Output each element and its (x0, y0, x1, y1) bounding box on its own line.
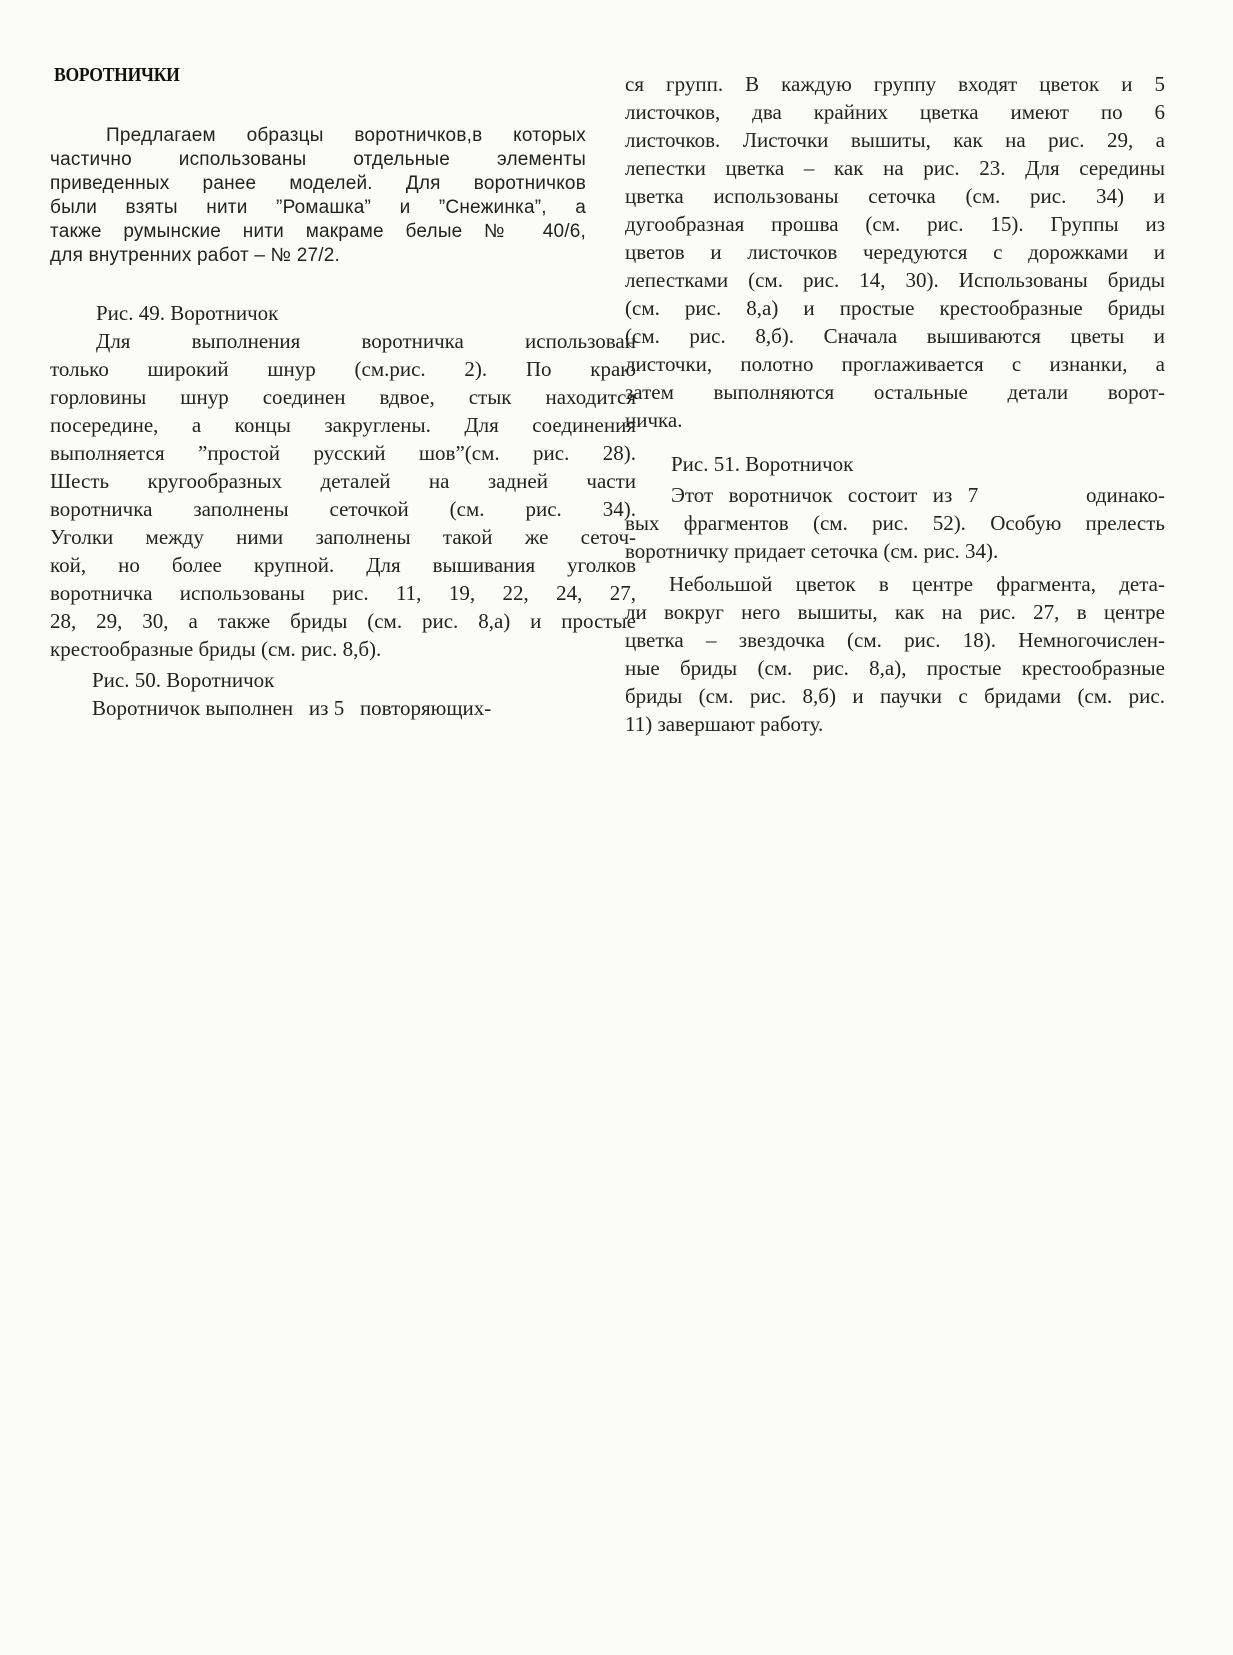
text-line: Небольшой цветок в центре фрагмента, дета- (669, 572, 1165, 596)
text-line: Этот воротничок состоит из 7 одинако- (671, 483, 1165, 507)
text-line: ся групп. В каждую группу входят цветок и 5 (625, 72, 1165, 96)
text-line: лепестки цветка – как на рис. 23. Для середины (625, 156, 1165, 180)
fig51-caption: Рис. 51. Воротничок (671, 452, 854, 476)
text-line: частично использованы отдельные элементы (50, 149, 586, 170)
page-title: ВОРОТНИЧКИ (54, 64, 180, 86)
text-line: (см. рис. 8,а) и простые крестообразные бриды (625, 296, 1165, 320)
text-line: цветка использованы сеточка (см. рис. 34) и (625, 184, 1165, 208)
text-line: цветов и листочков чередуются с дорожками и (625, 240, 1165, 264)
text-line: воротничка использованы рис. 11, 19, 22, 24, 27, (50, 581, 636, 605)
text-line: цветка – звездочка (см. рис. 18). Немногочислен- (625, 628, 1165, 652)
text-line: воротничку придает сеточка (см. рис. 34). (625, 539, 999, 563)
fig50-caption: Рис. 50. Воротничок (92, 668, 275, 692)
text-line: дугообразная прошва (см. рис. 15). Группы из (625, 212, 1165, 236)
text-line: посередине, а концы закруглены. Для соединения (50, 413, 636, 437)
text-line: 11) завершают работу. (625, 712, 824, 736)
text-line: 28, 29, 30, а также бриды (см. рис. 8,а) и простые (50, 609, 636, 633)
text-line: также румынские нити макраме белые № 40/6, (50, 221, 586, 242)
text-line: крестообразные бриды (см. рис. 8,б). (50, 637, 382, 661)
text-line: приведенных ранее моделей. Для воротничков (50, 173, 586, 194)
fig49-caption: Рис. 49. Воротничок (96, 301, 279, 325)
text-line: Уголки между ними заполнены такой же сеточ- (50, 525, 636, 549)
text-line: листочков. Листочки вышиты, как на рис. 29, а (625, 128, 1165, 152)
text-line: Шесть кругообразных деталей на задней части (50, 469, 636, 493)
text-line: (см. рис. 8,б). Сначала вышиваются цветы и (625, 324, 1165, 348)
text-line: кой, но более крупной. Для вышивания уголков (50, 553, 636, 577)
text-line: лепестками (см. рис. 14, 30). Использованы бриды (625, 268, 1165, 292)
text-line: выполняется ”простой русский шов”(см. рис. 28). (50, 441, 636, 465)
text-line: Для выполнения воротничка использован (96, 329, 636, 353)
text-line: ли вокруг него вышиты, как на рис. 27, в центре (625, 600, 1165, 624)
text-line: вых фрагментов (см. рис. 52). Особую прелесть (625, 511, 1165, 535)
text-line: ные бриды (см. рис. 8,а), простые крестообразные (625, 656, 1165, 680)
text-line: были взяты нити ”Ромашка” и ”Снежинка”, а (50, 197, 586, 218)
text-line: затем выполняются остальные детали ворот- (625, 380, 1165, 404)
text-line: для внутренних работ – № 27/2. (50, 245, 340, 266)
text-line: листочки, полотно проглаживается с изнанки, а (625, 352, 1165, 376)
text-line: листочков, два крайних цветка имеют по 6 (625, 100, 1165, 124)
text-line: Предлагаем образцы воротничков,в которых (106, 125, 586, 146)
text-line: бриды (см. рис. 8,б) и паучки с бридами (см. рис. (625, 684, 1165, 708)
text-line: ничка. (625, 408, 683, 432)
text-line: только широкий шнур (см.рис. 2). По краю (50, 357, 636, 381)
text-line: воротничка заполнены сеточкой (см. рис. 34). (50, 497, 636, 521)
text-line: горловины шнур соединен вдвое, стык находится (50, 385, 636, 409)
text-line: Воротничок выполнен из 5 повторяющих- (92, 696, 492, 720)
